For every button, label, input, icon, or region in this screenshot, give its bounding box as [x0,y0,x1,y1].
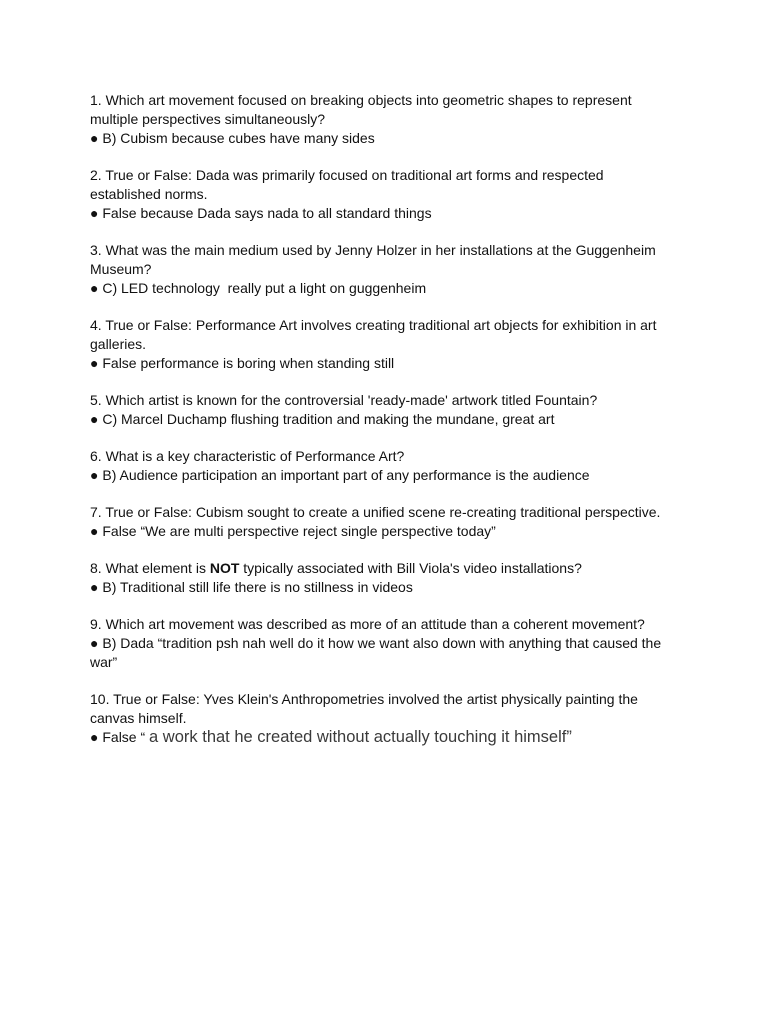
bullet-icon: ● [90,635,99,651]
bullet-icon: ● [90,205,99,221]
question-block-7 [90,503,670,541]
question-block-3 [90,241,670,298]
question-block-8 [90,559,670,597]
bullet-icon: ● [90,411,99,427]
bullet-icon: ● [90,579,99,595]
question-block-2 [90,166,670,223]
question-text: 4. True or False: Performance Art involves creating traditional art objects for exhibition in art galleries. [90,317,657,352]
answer-text [90,634,670,672]
answer-body: B) Dada “tradition psh nah well do it how we want also down with anything that caused the war” [90,635,662,670]
bullet-icon: ● [90,467,99,483]
question-block-1 [90,91,670,148]
question-text: 3. What was the main medium used by Jenny Holzer in her installations at the Guggenheim Museum? [90,242,656,277]
answer-body: C) Marcel Duchamp flushing tradition and making the mundane, great art [102,411,555,427]
question-suffix: typically associated with Bill Viola's video installations? [239,560,582,576]
bullet-icon: ● [90,355,99,371]
question-prefix: 8. What element is [90,560,210,576]
answer-text [90,466,670,485]
question-text: 9. Which art movement was described as more of an attitude than a coherent movement? [90,616,645,632]
answer-body: C) LED technology really put a light on guggenheim [102,280,427,296]
bullet-icon: ● [90,130,99,146]
question-block-9 [90,615,670,672]
question-block-4 [90,316,670,373]
question-text: 2. True or False: Dada was primarily focused on traditional art forms and respected established norms. [90,167,604,202]
question-text: 6. What is a key characteristic of Performance Art? [90,448,405,464]
answer-text [90,410,670,429]
bullet-icon: ● [90,729,99,745]
answer-text [90,522,670,541]
question-text: 10. True or False: Yves Klein's Anthropometries involved the artist physically painting the canvas himself. [90,691,638,726]
question-block-6 [90,447,670,485]
answer-body: False because Dada says nada to all standard things [102,205,432,221]
answer-quote: a work that he created without actually touching it himself” [149,728,572,746]
answer-body: B) Traditional still life there is no stillness in videos [102,579,413,595]
answer-body: False “We are multi perspective reject single perspective today” [102,523,496,539]
answer-text [90,204,670,223]
answer-body: B) Audience participation an important part of any performance is the audience [102,467,590,483]
bullet-icon: ● [90,523,99,539]
bullet-icon: ● [90,280,99,296]
answer-text [90,279,670,298]
question-block-5 [90,391,670,429]
question-text: 1. Which art movement focused on breaking objects into geometric shapes to represent multiple perspectives simultaneously? [90,92,632,127]
quiz-content [90,91,670,765]
answer-text [90,728,670,747]
answer-body: B) Cubism because cubes have many sides [102,130,375,146]
question-block-10 [90,690,670,747]
answer-body: False performance is boring when standing still [102,355,395,371]
question-emphasis: NOT [209,560,240,576]
question-text: 5. Which artist is known for the controversial 'ready-made' artwork titled Fountain? [90,392,598,408]
answer-text [90,354,670,373]
question-text: 7. True or False: Cubism sought to create a unified scene re-creating traditional perspective. [90,504,661,520]
answer-text [90,578,670,597]
answer-text [90,129,670,148]
question-text [90,559,670,578]
answer-prefix: False “ [102,729,150,745]
